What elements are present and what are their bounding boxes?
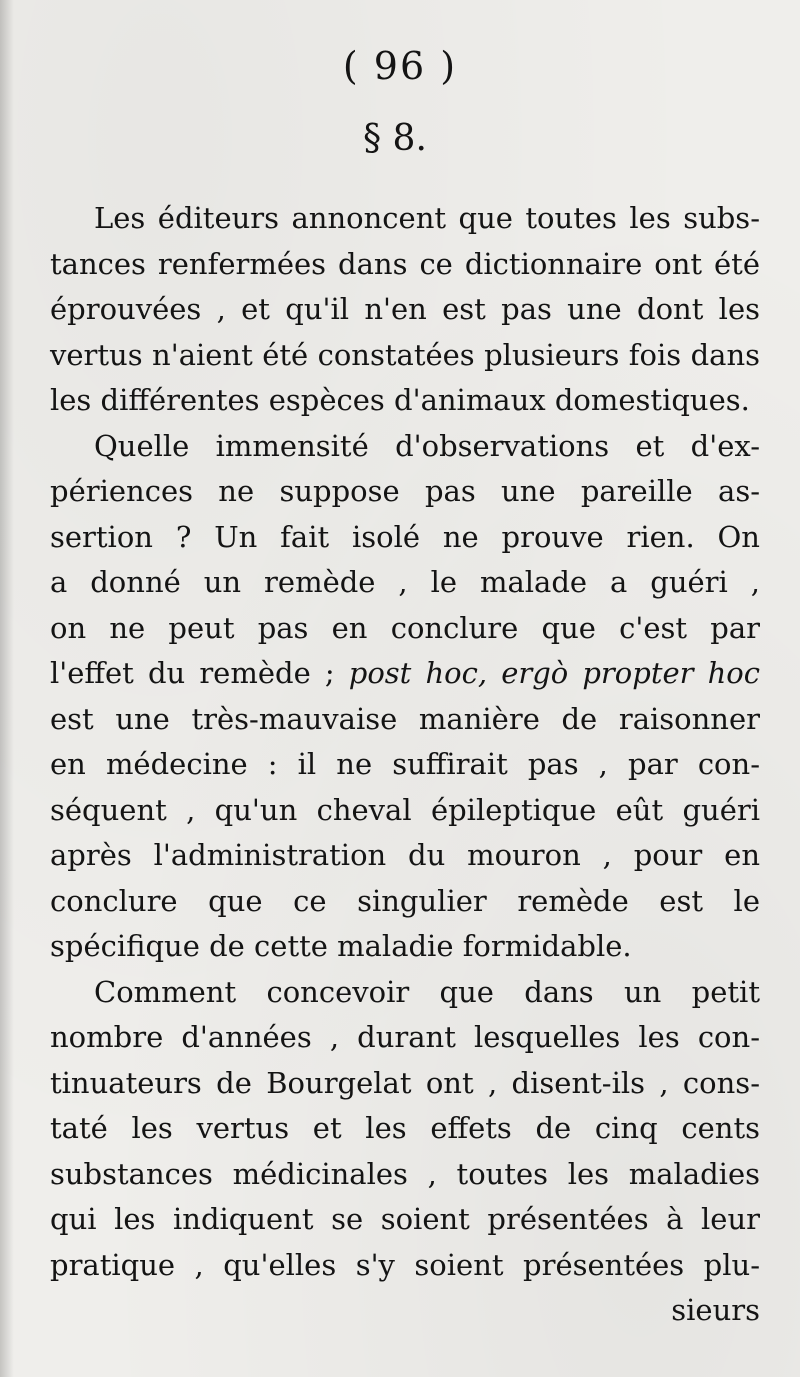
text-line: vertus n'aient été constatées plusieurs fois dans [50, 337, 760, 372]
text-line: Quelle immensité d'observations et d'ex- [94, 428, 760, 463]
page-gutter-shadow [0, 0, 14, 1377]
text-line: conclure que ce singulier remède est le [50, 883, 760, 918]
text-line: substances médicinales , toutes les maladies [50, 1156, 760, 1191]
text-line: séquent , qu'un cheval épileptique eût guéri [50, 792, 760, 827]
text-line: en médecine : il ne suffirait pas , par con- [50, 747, 760, 781]
text-line: éprouvées , et qu'il n'en est pas une dont les [50, 292, 760, 326]
text-line: sertion ? Un fait isolé ne prouve rien. On [50, 519, 760, 554]
text-line: après l'administration du mouron , pour en [50, 838, 760, 872]
text-line: spécifique de cette maladie formidable. [50, 929, 632, 963]
latin-phrase: post hoc, ergò propter hoc [348, 656, 760, 690]
text-line: est une très-mauvaise manière de raisonner [50, 701, 760, 736]
body-text [50, 196, 760, 1334]
text-fragment: l'effet du remède ; [50, 656, 335, 690]
section-heading: § 8. [363, 118, 427, 159]
text-line: périences ne suppose pas une pareille as- [50, 474, 760, 508]
text-line: les différentes espèces d'animaux domestiques. [50, 383, 750, 417]
text-line: Les éditeurs annoncent que toutes les subs- [94, 201, 760, 235]
text-line: nombre d'années , durant lesquelles les con- [50, 1020, 760, 1054]
text-line-with-latin [50, 651, 760, 697]
text-line: tinuateurs de Bourgelat ont , disent-ils , cons- [50, 1065, 760, 1100]
text-line: a donné un remède , le malade a guéri , [50, 565, 760, 599]
text-line: Comment concevoir que dans un petit [94, 974, 760, 1009]
page-number: ( 96 ) [342, 44, 458, 88]
text-line: tances renfermées dans ce dictionnaire ont été [50, 246, 760, 281]
text-line: qui les indiquent se soient présentées à leur [50, 1202, 760, 1236]
text-line: taté les vertus et les effets de cinq cents [50, 1111, 760, 1145]
text-line: pratique , qu'elles s'y soient présentées plu- [50, 1247, 760, 1282]
text-line: on ne peut pas en conclure que c'est par [50, 610, 760, 645]
catchword: sieurs [671, 1293, 760, 1327]
